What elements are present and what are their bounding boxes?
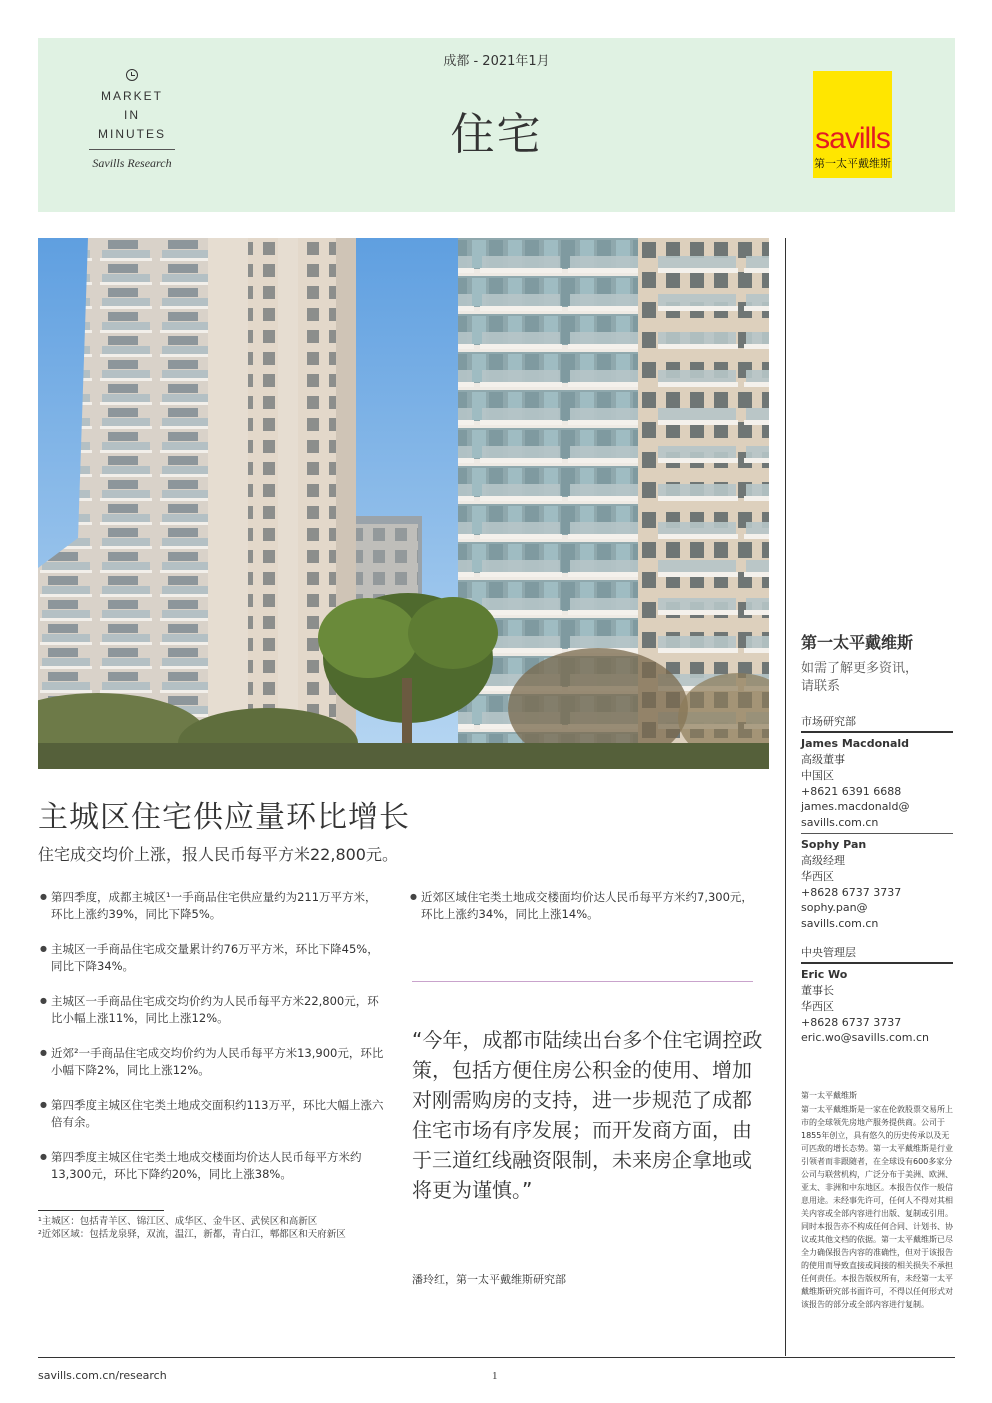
pull-quote: “今年，成都市陆续出台多个住宅调控政策，包括方便住房公积金的使用、增加对刚需购房的支持，进一步规范了成都住宅市场有序发展；而开发商方面，由于三道红线融资限制，未来房企拿地或将更为谨慎。” — [412, 1028, 763, 1202]
bullet-list-right — [408, 889, 758, 941]
contact-title: 高级经理 — [801, 853, 845, 867]
contact-phone: +8621 6391 6688 — [801, 784, 902, 798]
contact-title: 董事长 — [801, 983, 834, 997]
contact-name: Eric Wo — [801, 967, 848, 981]
list-item: ● 第四季度主城区住宅类土地成交楼面均价达人民币每平方米约13,300元，环比下降约20%，同比上涨38%。 — [38, 1149, 388, 1182]
contact-name: James Macdonald — [801, 737, 910, 750]
contact-title: 高级董事 — [801, 753, 845, 766]
contact-email-domain[interactable]: savills.com.cn — [801, 816, 879, 830]
footnote-divider — [38, 1210, 164, 1211]
list-item: ● 近郊²一手商品住宅成交均价约为人民币每平方米13,900元，环比小幅下降2%，同比上涨12%。 — [38, 1045, 388, 1078]
residential-towers-photo — [38, 238, 769, 769]
quote-attribution: 潘玲红，第一太平戴维斯研究部 — [412, 1273, 566, 1286]
list-item: ● 近郊区域住宅类土地成交楼面均价达人民币每平方米约7,300元，环比上涨约34%，同比上涨14%。 — [408, 889, 758, 922]
more-info-text — [801, 660, 953, 696]
contact-card-eric — [801, 967, 953, 1046]
brand-subtitle: Savills Research — [92, 156, 172, 170]
contact-email-link[interactable]: james.macdonald@ — [801, 800, 910, 814]
more-info-line-2: 请联系 — [801, 679, 841, 694]
contact-card-sophy — [801, 837, 953, 932]
header-banner — [38, 38, 955, 212]
subheadline: 住宅成交均价上涨，报人民币每平方米22,800元。 — [38, 845, 398, 864]
page-title: 住宅 — [450, 109, 543, 160]
savills-logo — [813, 71, 892, 178]
contact-region: 华西区 — [801, 869, 834, 883]
contact-phone: +8628 6737 3737 — [801, 885, 902, 899]
logo-chinese-name: 第一太平戴维斯 — [814, 157, 891, 170]
brand-line-3: MINUTES — [98, 127, 166, 141]
sidebar-brand: 第一太平戴维斯 — [801, 633, 914, 652]
sidebar-divider — [785, 238, 786, 1356]
section-rule — [801, 962, 953, 964]
brand-line-1: MARKET — [100, 89, 163, 103]
section-rule — [801, 731, 953, 733]
footer-divider — [38, 1357, 955, 1358]
logo-word: savills — [815, 122, 890, 155]
footnote-2: ²近郊区域：包括龙泉驿，双流，温江，新都，青白江，郫都区和天府新区 — [38, 1229, 346, 1240]
dept-management-label: 中央管理层 — [801, 945, 856, 959]
contact-region: 中国区 — [801, 768, 834, 782]
contact-region: 华西区 — [801, 999, 834, 1013]
disclaimer-text: 第一太平戴维斯是一家在伦敦股票交易所上市的全球领先房地产服务提供商。公司于1855年创立，具有悠久的历史传承以及无可匹敌的增长态势。第一太平戴维斯是行业引领者而非跟随者，在全球设有600多家分公司与联营机构，广泛分布于美洲、欧洲、亚太、非洲和中东地区。本报告仅作一般信息用途。未经事先许可，任何人不得对其相关内容或全部内容进行出版、复制或引用。同时本报告亦不构成任何合同、计划书、协议或其他文档的依据。第一太平戴维斯已尽全力确保报告内容的准确性，但对于该报告的使用而导致直接或间接的相关损失不承担任何责任。本报告版权所有，未经第一太平戴维斯研究部书面许可，不得以任何形式对该报告的部分或全部内容进行复制。 — [801, 1105, 953, 1309]
disclaimer-title: 第一太平戴维斯 — [801, 1091, 857, 1100]
contact-email-domain[interactable]: savills.com.cn — [801, 917, 879, 931]
footnote-1: ¹主城区：包括青羊区、锦江区、成华区、金牛区、武侯区和高新区 — [38, 1216, 318, 1227]
page-number: 1 — [492, 1370, 498, 1382]
more-info-line-1: 如需了解更多资讯， — [801, 661, 919, 676]
clock-icon — [126, 69, 138, 81]
contact-divider — [801, 833, 953, 834]
contact-name: Sophy Pan — [801, 837, 867, 851]
list-item: ● 主城区一手商品住宅成交量累计约76万平方米，环比下降45%，同比下降34%。 — [38, 941, 388, 974]
list-item: ● 第四季度，成都主城区¹一手商品住宅供应量约为211万平方米，环比上涨约39%，同比下降5%。 — [38, 889, 388, 922]
towers-illustration — [38, 238, 769, 769]
contact-email-link[interactable]: eric.wo@savills.com.cn — [801, 1031, 930, 1045]
brand-line-2: IN — [124, 108, 140, 122]
headline: 主城区住宅供应量环比增长 — [38, 800, 410, 835]
quote-divider — [412, 981, 753, 982]
contacts-block — [801, 715, 953, 1046]
footer-url-link[interactable]: savills.com.cn/research — [38, 1369, 167, 1382]
footnotes — [38, 1215, 346, 1241]
bullet-list-left — [38, 889, 388, 1201]
contact-phone: +8628 6737 3737 — [801, 1015, 902, 1029]
city-date: 成都 - 2021年1月 — [443, 54, 550, 69]
list-item: ● 第四季度主城区住宅类土地成交面积约113万平，环比大幅上涨六倍有余。 — [38, 1097, 388, 1130]
contact-email-link[interactable]: sophy.pan@ — [801, 901, 868, 915]
dept-research-label: 市场研究部 — [801, 715, 856, 728]
contact-card-james — [801, 736, 953, 831]
list-item: ● 主城区一手商品住宅成交均价约为人民币每平方米22,800元，环比小幅上涨11%，同比上涨12%。 — [38, 993, 388, 1026]
